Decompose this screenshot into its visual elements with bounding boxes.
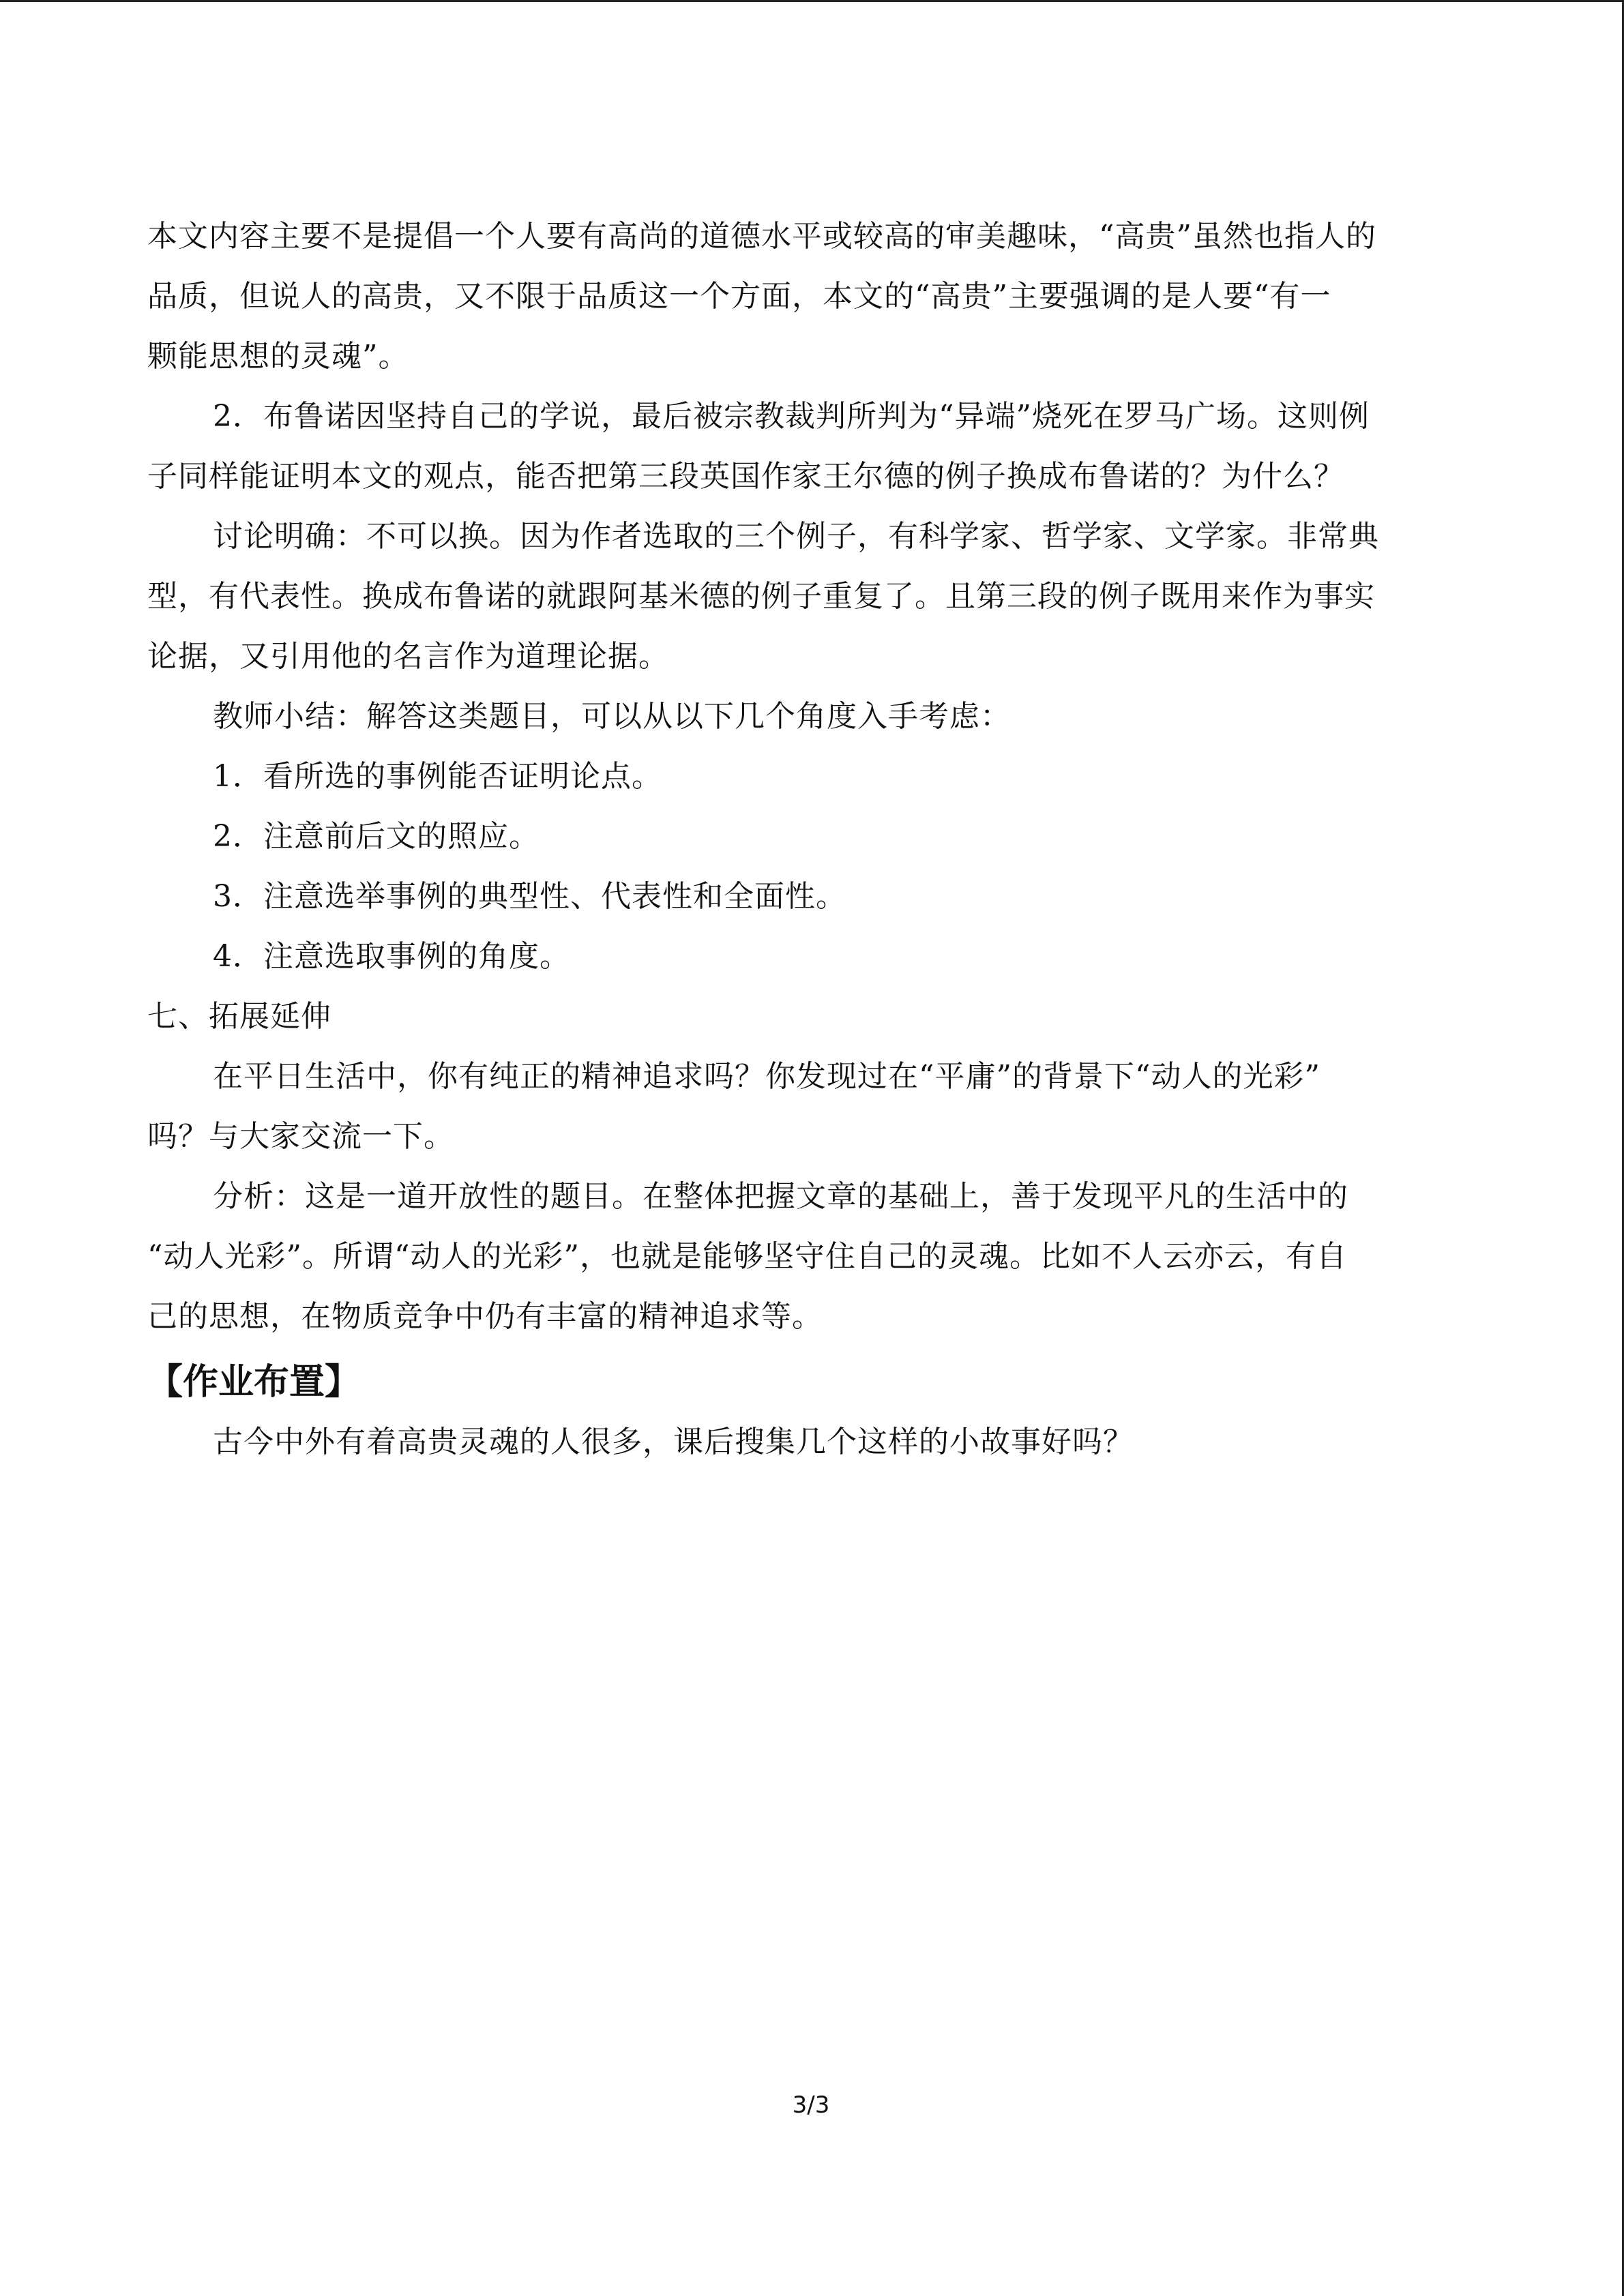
- paragraph-line: 吗？与大家交流一下。: [147, 1119, 454, 1154]
- list-item: 2．注意前后文的照应。: [213, 819, 540, 854]
- list-item: 1．看所选的事例能否证明论点。: [213, 759, 662, 794]
- paragraph-line: 颗能思想的灵魂”。: [147, 339, 409, 374]
- paragraph-line: 论据，又引用他的名言作为道理论据。: [147, 639, 669, 674]
- document-body: [147, 207, 1477, 1472]
- paragraph-line: 子同样能证明本文的观点，能否把第三段英国作家王尔德的例子换成布鲁诺的？为什么？: [147, 459, 1344, 494]
- paragraph-line: 本文内容主要不是提倡一个人要有高尚的道德水平或较高的审美趣味，“高贵”虽然也指人的: [147, 219, 1376, 254]
- paragraph-line: 分析：这是一道开放性的题目。在整体把握文章的基础上，善于发现平凡的生活中的: [213, 1179, 1348, 1214]
- paragraph-line: 在平日生活中，你有纯正的精神追求吗？你发现过在“平庸”的背景下“动人的光彩”: [213, 1059, 1320, 1094]
- teacher-summary: 教师小结：解答这类题目，可以从以下几个角度入手考虑：: [213, 699, 1011, 734]
- page-number: 3/3: [792, 2091, 830, 2119]
- paragraph-line: 型，有代表性。换成布鲁诺的就跟阿基米德的例子重复了。且第三段的例子既用来作为事实: [147, 579, 1375, 614]
- paragraph-line: 讨论明确：不可以换。因为作者选取的三个例子，有科学家、哲学家、文学家。非常典: [213, 519, 1379, 554]
- homework-text: 古今中外有着高贵灵魂的人很多，课后搜集几个这样的小故事好吗？: [213, 1425, 1134, 1459]
- paragraph-line: 己的思想，在物质竞争中仍有丰富的精神追求等。: [147, 1299, 823, 1334]
- section-heading: 七、拓展延伸: [147, 999, 331, 1034]
- list-item: 3．注意选举事例的典型性、代表性和全面性。: [213, 879, 846, 914]
- list-item: 4．注意选取事例的角度。: [213, 939, 570, 974]
- paragraph-line: “动人光彩”。所谓“动人的光彩”，也就是能够坚守住自己的灵魂。比如不人云亦云，有自: [147, 1239, 1347, 1274]
- paragraph-line: 品质，但说人的高贵，又不限于品质这一个方面，本文的“高贵”主要强调的是人要“有一: [147, 279, 1331, 314]
- paragraph-line: 2．布鲁诺因坚持自己的学说，最后被宗教裁判所判为“异端”烧死在罗马广场。这则例: [213, 399, 1370, 434]
- homework-heading: 【作业布置】: [147, 1362, 361, 1403]
